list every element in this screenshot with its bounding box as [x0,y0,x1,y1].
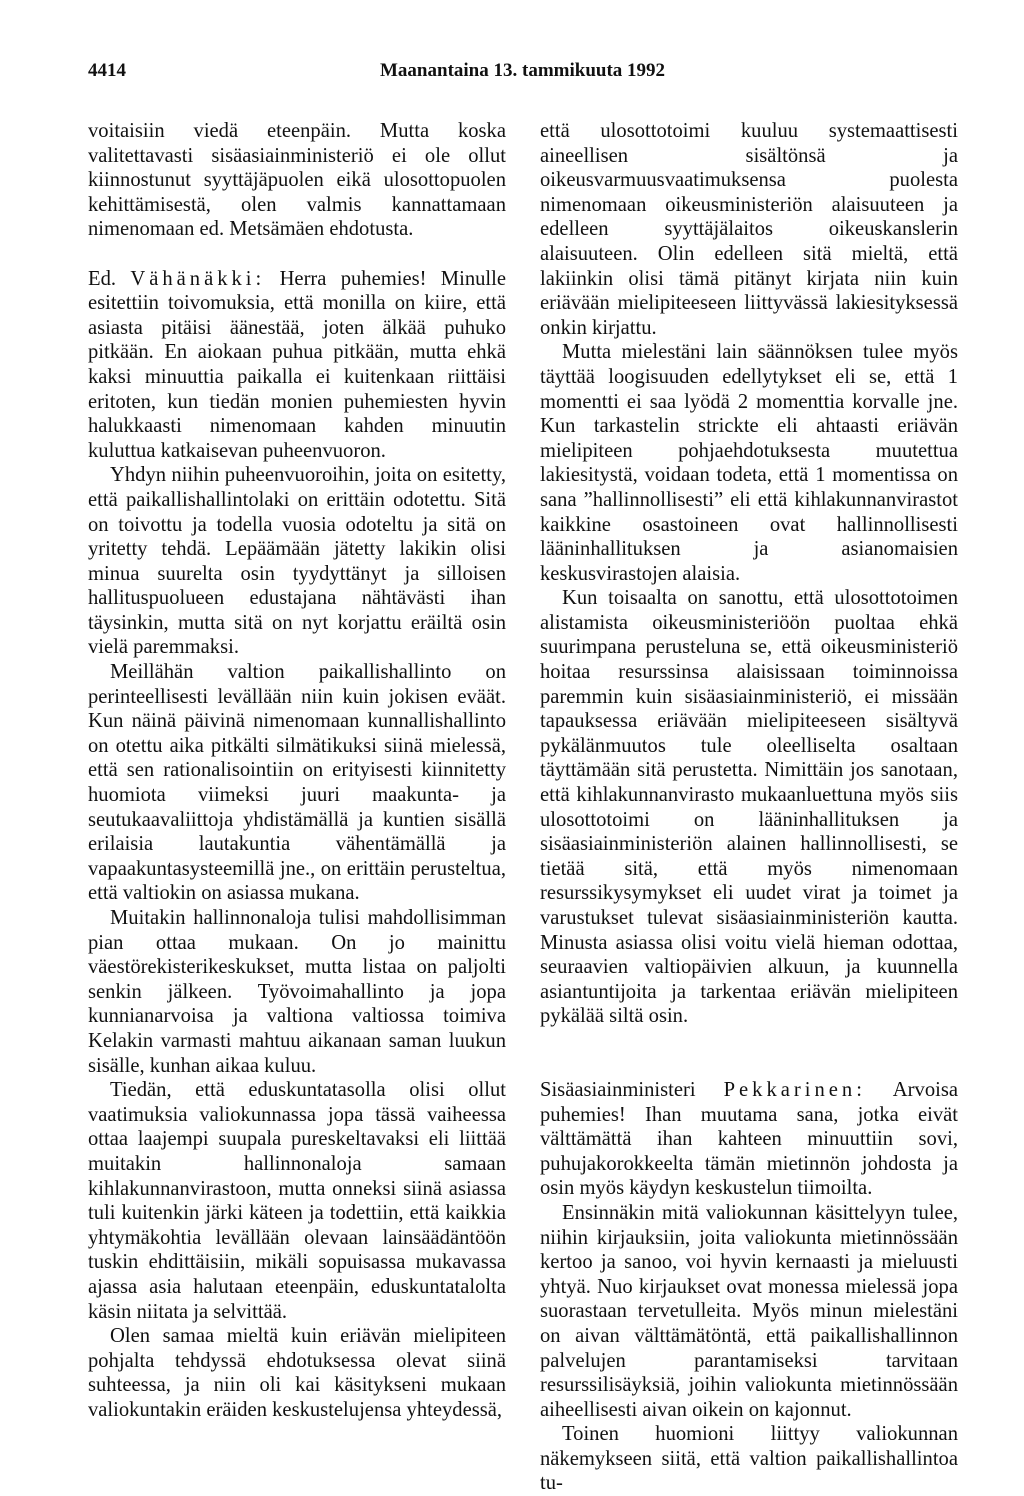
paragraph: Olen samaa mieltä kuin eriävän mielipiteen pohjalta tehdyssä ehdotuksessa olevat siinä suhteessa, ja niin oli kai käsitykseni mukaan valiokuntakin eräiden keskustelujensa yhteydessä, [88,1325,506,1421]
paragraph: että ulosottotoimi kuuluu systemaattisesti aineellisen sisältönsä ja oikeusvarmuusvaatimuksensa puolesta nimenomaan oikeusministeriön alaisuuteen ja edelleen syyttäjälaitos oikeuskanslerin alaisuuteen. Olin edelleen sitä mieltä, että lakiinkin olisi tämä pitänyt kirjata niin kuin eriävään mielipiteeseen liittyvässä lakiesityksessä onkin kirjattu. [540,120,958,339]
paragraph: Mutta mielestäni lain säännöksen tulee myös täyttää loogisuuden edellytykset eli se, että 1 momentti ei saa lyödä 2 momenttia korvalle jne. Kun tarkastelin strickte eli ahtaasti eriävän mielipiteen pohjaehdotuksesta muutettua lakiesitystä, voidaan todeta, että 1 momentissa on sana ”hallinnollisesti” eli että kihlakunnanvirastot kaikkine osastoineen ovat hallinnollisesti lääninhallituksen ja asianomaisien keskusvirastojen alaisia. [540,341,958,585]
page-header [88,60,968,90]
paragraph: Yhdyn niihin puheenvuoroihin, joita on esitetty, että paikallishallintolaki on erittäin odotettu. Sitä on toivottu ja todella vuosia odoteltu ja sitä on yritetty tehdä. Lepäämään jätetty lakikin olisi minua suurelta osin tyydyttänyt ja silloisen hallituspuolueen edustajana nähtävästi ihan täysinkin, mutta sitä on nyt korjattu eräiltä osin vielä paremmaksi. [88,464,506,659]
left-column [88,119,506,1422]
paragraph: Kun toisaalta on sanottu, että ulosottotoimen alistamista oikeusministeriöön puoltaa ehkä suurimpana perusteluna se, että oikeusministeriö hoitaa resurssinsa alaisissaan toiminnoissa paremmin kuin sisäasiainministeriö, ei missään tapauksessa eriävään mielipiteeseen sisältyvä pykälänmuutos tule oleelliselta osaltaan täyttämään sitä perustetta. Nimittäin jos sanotaan, että kihlakunnanvirasto mukaanluettuna myös siis ulosottotoimi on lääninhallituksen ja sisäasiainministeriön alainen hallinnollisesti, se tietää sitä, että myös nimenomaan resurssikysymykset eli uudet virat ja toimet ja varustukset tulevat sisäasiainministeriön kautta. Minusta asiassa olisi voitu vielä hieman odottaa, seuraavien valtiopäivien alkuun, ja kuunnella asiantuntijoita ja tarkentaa eriävän mielipiteen pykälää siltä osin. [540,587,958,1028]
header-date: Maanantaina 13. tammikuuta 1992 [380,60,666,81]
paragraph: Ensinnäkin mitä valiokunnan käsittelyyn tulee, niihin kirjauksiin, joita valiokunta mietinnössään kertoo ja sanoo, voi hyvin kernaasti ja mieluusti yhtyä. Nuo kirjaukset ovat monessa mielessä jopa suorastaan tervetulleita. Myös minun mielestäni on aivan välttämätöntä, että paikallishallinnon palvelujen parantamiseksi tarvitaan resurssilisäyksiä, joihin valiokunta mietinnössään aiheellisesti aivan oikein on kajonnut. [540,1201,958,1421]
speech-text: Herra puhemies! Minulle esitettiin toivomuksia, että monilla on kiire, että asiasta pitäisi äänestää, joten älkää puhuko pitkään. En aiokaan puhua pitkään, mutta ehkä kaksi minuuttia paikalla ei kuitenkaan riittäisi eritoten, kun tiedän monien puhemiesten hyvin halukkaasti nimenomaan kahden minuutin kuluttua katkaisevan puheenvuoron. [88,267,506,462]
page-number: 4414 [88,60,126,81]
speaker-paragraph [88,267,506,464]
paragraph: voitaisiin viedä eteenpäin. Mutta koska valitettavasti sisäasiainministeriö ei ole ollut kiinnostunut syyttäjäpuolen eikä ulosottopuolen kehittämisestä, olen valmis kannattamaan nimenomaan ed. Metsämäen ehdotusta. [88,120,506,241]
speech-text: Arvoisa puhemies! Ihan muutama sana, jotka eivät välttämättä ihan kahteen minuuttiin sovi, puhujakorokkeelta tämän mietinnön johdosta ja osin myös käydyn keskustelun tiimoilta. [540,1078,958,1200]
paragraph: Toinen huomioni liittyy valiokunnan näkemykseen siitä, että valtion paikallishallintoa tu- [540,1423,958,1495]
paragraph: Muitakin hallinnonaloja tulisi mahdollisimman pian ottaa mukaan. On jo mainittu väestörekisterikeskukset, mutta listaa on paljolti senkin jälkeen. Työvoimahallinto ja jopa kunnianarvoisa ja valtiona valtiossa toimiva Kelakin varmasti mahtuu aikanaan saman luukun sisälle, kunhan aikaa kuluu. [88,907,506,1077]
right-column [540,119,958,1496]
speaker-paragraph [540,1078,958,1201]
speaker-name: Vähänäkki: [130,267,266,290]
paragraph: Tiedän, että eduskuntatasolla olisi ollut vaatimuksia valiokunnassa jopa tässä vaiheessa ottaa laajempi suupala pureskeltavaksi eli liittää muitakin hallinnonaloja samaan kihlakunnanvirastoon, mutta onneksi siinä asiassa tuli kuitenkin järki käteen ja todettiin, että kaikkia yhtymäkohtia levällään olevaan lainsäädäntöön tuskin ehdittäisiin, mikäli sopuisassa mukavassa ajassa asia halutaan eteenpäin, eduskuntatalolta käsin niitata ja selvittää. [88,1079,506,1323]
speaker-prefix: Ed. [88,267,117,290]
paragraph: Meillähän valtion paikallishallinto on perinteellisesti levällään niin kuin jokisen eväät. Kun näinä päivinä nimenomaan kunnallishallinto on otettu aika pitkälti silmätikuksi siinä mielessä, että sen rationalisointiin on erityisesti kiinnitetty huomiota viimeksi juuri maakunta- ja seutukaavaliittoja yhdistämällä ja kuntien sisällä erilaisia lautakuntia vähentämällä ja vapaakuntasysteemillä jne., on erittäin perusteltua, että valtiokin on asiassa mukana. [88,661,506,905]
speaker-prefix: Sisäasiainministeri [540,1078,696,1101]
speaker-name: Pekkarinen: [723,1078,866,1101]
